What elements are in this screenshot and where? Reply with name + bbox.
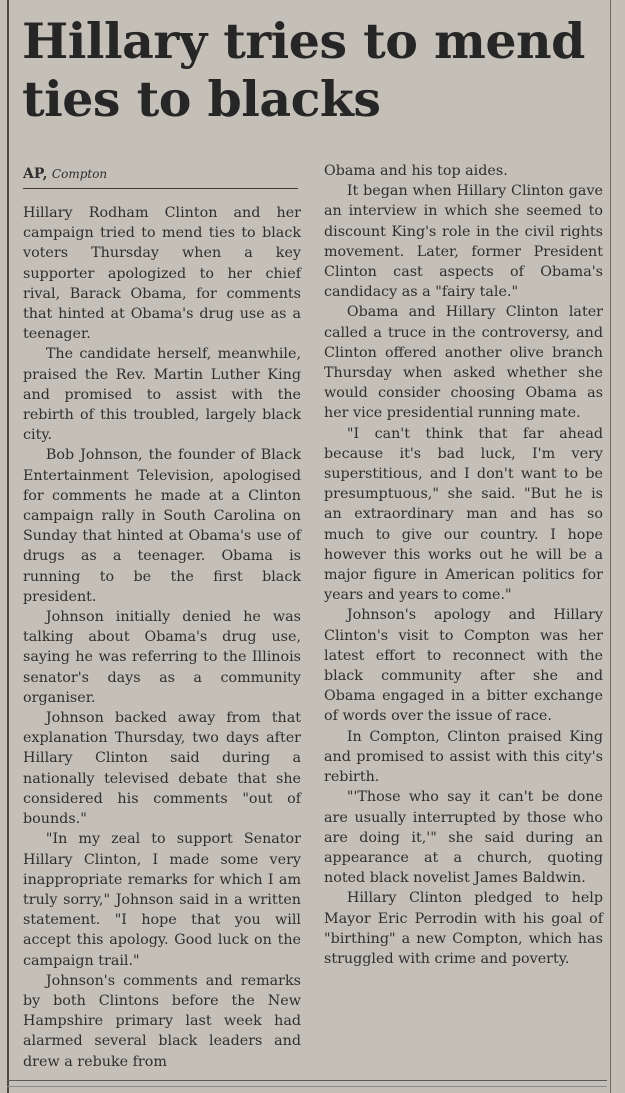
article-headline: Hillary tries to mend ties to blacks [22,12,585,128]
paragraph: "In my zeal to support Senator Hillary Clinton, I made some very inappropriate remarks for which I am truly sorry," Johnson said in a written statement. "I hope that you will accept this apology. Good luck on the campaign trail." [23,831,301,969]
paragraph: Hillary Rodham Clinton and her campaign tried to mend ties to black voters Thursday when a key supporter apologized to her chief rival, Barack Obama, for comments that hinted at Obama's drug use as a teenager. [23,205,301,343]
paragraph: Obama and Hillary Clinton later called a truce in the controversy, and Clinton offered another olive branch Thursday when asked whether she would consider choosing Obama as her vice presidential running mate. [324,304,603,422]
paragraph: "'Those who say it can't be done are usually interrupted by those who are doing it,'" she said during an appearance at a church, quoting noted black novelist James Baldwin. [324,789,603,887]
paragraph: The candidate herself, meanwhile, praised the Rev. Martin Luther King and promised to assist with the rebirth of this troubled, largely black city. [23,346,301,444]
byline [23,164,298,189]
paragraph: It began when Hillary Clinton gave an interview in which she seemed to discount King's role in the civil rights movement. Later, former President Clinton cast aspects of Obama's candidacy as a "fairy tale." [324,183,603,301]
paragraph: Johnson initially denied he was talking about Obama's drug use, saying he was referring to the Illinois senator's days as a community organiser. [23,609,301,706]
paragraph: Johnson backed away from that explanation Thursday, two days after Hillary Clinton said during a nationally televised debate that she considered his comments "out of bounds." [23,710,301,828]
paragraph: Hillary Clinton pledged to help Mayor Eric Perrodin with his goal of "birthing" a new Compton, which has struggled with crime and poverty. [324,890,603,967]
paragraph: Johnson's comments and remarks by both Clintons before the New Hampshire primary last week had alarmed several black leaders and drew a rebuke from [23,972,301,1070]
paragraph: Johnson's apology and Hillary Clinton's visit to Compton was her latest effort to reconnect with the black community after she and Obama engaged in a bitter exchange of words over the issue of race. [324,607,603,725]
paragraph: Bob Johnson, the founder of Black Entertainment Television, apologised for comments he made at a Clinton campaign rally in South Carolina on Sunday that hinted at Obama's use of drugs as a teenager. Obama is running to be the first black president. [23,447,301,605]
article-column-1 [23,203,301,1072]
left-column-rule [7,0,9,1093]
byline-location: Compton [51,167,108,181]
bottom-rule-secondary [7,1086,607,1087]
byline-source: AP, [23,166,48,182]
paragraph: Obama and his top aides. [324,163,508,179]
right-column-rule [610,0,611,1093]
paragraph: In Compton, Clinton praised King and promised to assist with this city's rebirth. [324,728,603,786]
article-column-2 [324,161,603,969]
bottom-rule [7,1080,607,1081]
paragraph: "I can't think that far ahead because it's bad luck, I'm very superstitious, and I don't want to be presumptuous," she said. "But he is an extraordinary man and has so much to give our country. I hope however this works out he will be a major figure in American politics for years and years to come." [324,425,603,604]
